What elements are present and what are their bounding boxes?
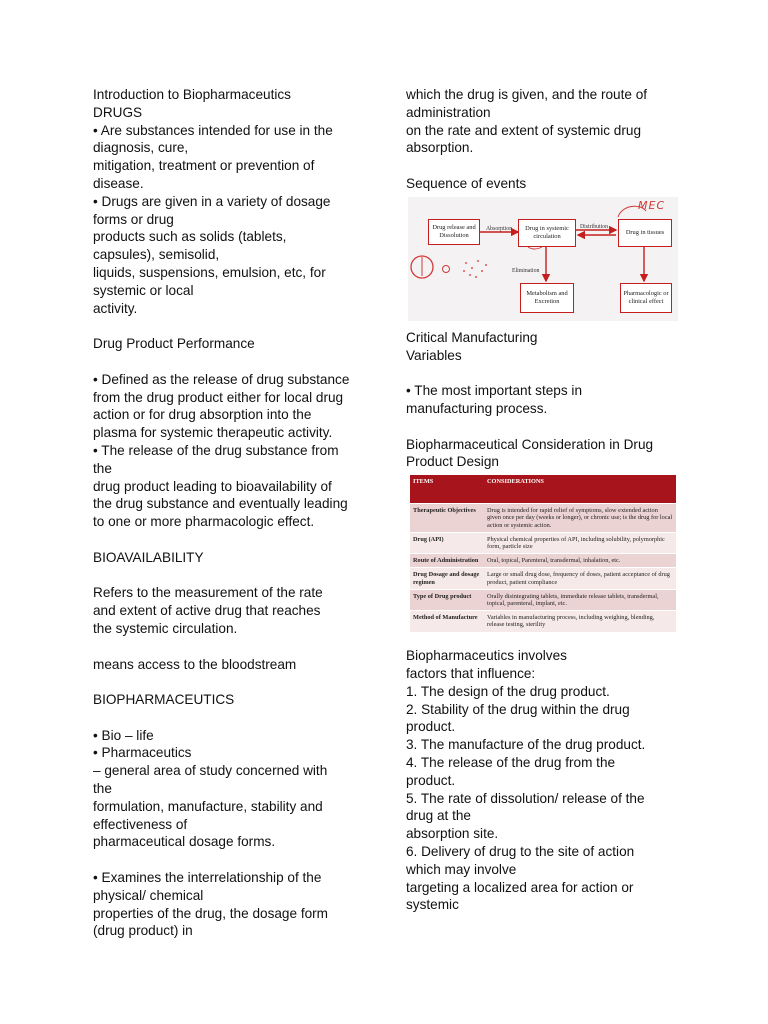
text-line: absorption. [406, 140, 474, 156]
label-absorption: Absorption [486, 225, 513, 232]
text-line: BIOAVAILABILITY [93, 549, 204, 565]
text-line [406, 418, 681, 436]
text-line: Biopharmaceutics involves [406, 648, 567, 664]
table-cell-consideration: Orally disintegrating tablets, immediate release tablets, transdermal, topical, parenteral, implant, etc. [484, 589, 676, 610]
table-cell-consideration: Drug is intended for rapid relief of symptoms, slow extended action given once per day (weeks or longer), or chronic use; is the drug for local action or systemic action. [484, 504, 676, 533]
text-line: capsules), semisolid, [93, 247, 220, 263]
text-line: means access to the bloodstream [93, 656, 297, 672]
text-line: Drug Product Performance [93, 336, 255, 352]
box-drug-release: Drug release and Dissolution [428, 219, 480, 245]
table-row [410, 568, 676, 589]
table-cell-consideration: Physical chemical properties of API, including solubility, polymorphic form, particle size [484, 532, 676, 553]
text-line: manufacturing process. [406, 400, 548, 416]
text-line: • Examines the interrelationship of the [93, 870, 322, 886]
text-line: pharmaceutical dosage forms. [93, 834, 276, 850]
text-line: Variables [406, 347, 462, 363]
table-header-row [410, 475, 676, 504]
text-line: diagnosis, cure, [93, 140, 189, 156]
text-line: the [93, 460, 112, 476]
text-line: targeting a localized area for action or [406, 879, 634, 895]
text-line: 2. Stability of the drug within the drug [406, 701, 630, 717]
text-line: • Bio – life [93, 727, 154, 743]
text-line: and extent of active drug that reaches [93, 603, 321, 619]
text-line: • Drugs are given in a variety of dosage [93, 193, 331, 209]
label-elimination: Elimination [512, 267, 540, 274]
text-line: • Are substances intended for use in the [93, 122, 333, 138]
text-line: systemic [406, 897, 459, 913]
text-line: action or for drug absorption into the [93, 407, 312, 423]
right-top-text [406, 86, 681, 193]
text-line: 1. The design of the drug product. [406, 683, 610, 699]
text-line: DRUGS [93, 104, 143, 120]
sequence-of-events-figure [408, 197, 678, 321]
table-cell-item: Route of Administration [410, 554, 484, 568]
text-line: Critical Manufacturing [406, 329, 538, 345]
text-line: drug at the [406, 808, 471, 824]
text-line [93, 638, 368, 656]
table-cell-consideration: Oral, topical, Parenteral, transdermal, inhalation, etc. [484, 554, 676, 568]
text-line: physical/ chemical [93, 887, 204, 903]
text-line: disease. [93, 175, 144, 191]
text-line: – general area of study concerned with [93, 763, 328, 779]
text-line [406, 157, 681, 175]
text-line: administration [406, 104, 491, 120]
text-line: activity. [93, 300, 138, 316]
text-line: (drug product) in [93, 923, 193, 939]
text-line: 4. The release of the drug from the [406, 754, 616, 770]
text-line: Refers to the measurement of the rate [93, 585, 323, 601]
text-line [93, 567, 368, 585]
text-line [93, 353, 368, 371]
left-column [93, 86, 368, 940]
text-line: products such as solids (tablets, [93, 229, 287, 245]
text-line: product. [406, 719, 456, 735]
text-line: liquids, suspensions, emulsion, etc, for [93, 264, 326, 280]
box-drug-in-tissues: Drug in tissues [618, 219, 672, 247]
table-cell-item: Drug Dosage and dosage regimen [410, 568, 484, 589]
table-cell-item: Type of Drug product [410, 589, 484, 610]
label-distribution: Distribution [580, 223, 609, 230]
text-line: • The most important steps in [406, 383, 583, 399]
text-line: factors that influence: [406, 665, 536, 681]
text-line: Biopharmaceutical Consideration in Drug [406, 436, 654, 452]
text-line: 5. The rate of dissolution/ release of the [406, 790, 645, 806]
text-line [406, 364, 681, 382]
text-line: Introduction to Biopharmaceutics [93, 87, 291, 102]
considerations-table-figure [410, 475, 676, 643]
table-cell-consideration: Large or small drug dose, frequency of doses, patient acceptance of drug product, patient compliance [484, 568, 676, 589]
right-column [406, 86, 681, 914]
text-line: plasma for systemic therapeutic activity. [93, 425, 333, 441]
text-line: to one or more pharmacologic effect. [93, 514, 315, 530]
text-line: product. [406, 772, 456, 788]
box-metabolism: Metabolism and Excretion [520, 283, 574, 313]
text-line: • Defined as the release of drug substance [93, 371, 350, 387]
text-line: from the drug product either for local drug [93, 389, 344, 405]
text-line [93, 317, 368, 335]
text-line: effectiveness of [93, 816, 188, 832]
table-row [410, 504, 676, 533]
text-line: 3. The manufacture of the drug product. [406, 737, 646, 753]
text-line: • The release of the drug substance from [93, 442, 339, 458]
table-cell-item: Therapeutic Objectives [410, 504, 484, 533]
text-line: the systemic circulation. [93, 620, 238, 636]
table-cell-consideration: Variables in manufacturing process, including weighing, blending, release testing, sterility [484, 611, 676, 632]
table-cell-item: Drug (API) [410, 532, 484, 553]
text-line: on the rate and extent of systemic drug [406, 122, 642, 138]
box-pharmacologic-effect: Pharmacologic or clinical effect [620, 283, 672, 313]
text-line [93, 531, 368, 549]
text-line [93, 851, 368, 869]
text-line: 6. Delivery of drug to the site of action [406, 843, 635, 859]
text-line: mitigation, treatment or prevention of [93, 158, 315, 174]
text-line: properties of the drug, the dosage form [93, 905, 329, 921]
text-line: Product Design [406, 454, 499, 470]
text-line: which the drug is given, and the route of [406, 87, 648, 102]
text-line: BIOPHARMACEUTICS [93, 692, 235, 708]
table-row [410, 554, 676, 568]
header-considerations: CONSIDERATIONS [484, 475, 676, 504]
handwritten-note: MEC [638, 198, 666, 212]
text-line: which may involve [406, 861, 517, 877]
table-row [410, 589, 676, 610]
text-line: systemic or local [93, 282, 194, 298]
text-line: absorption site. [406, 826, 499, 842]
text-line: the drug substance and eventually leading [93, 496, 348, 512]
table-row [410, 611, 676, 632]
text-line: • Pharmaceutics [93, 745, 192, 761]
table-row [410, 532, 676, 553]
right-bottom-text [406, 647, 681, 914]
text-line: Sequence of events [406, 175, 527, 191]
considerations-table [410, 475, 676, 631]
text-line: forms or drug [93, 211, 174, 227]
text-line [93, 673, 368, 691]
text-line: the [93, 781, 112, 797]
table-cell-item: Method of Manufacture [410, 611, 484, 632]
text-line: drug product leading to bioavailability of [93, 478, 332, 494]
text-line: formulation, manufacture, stability and [93, 798, 323, 814]
header-items: ITEMS [410, 475, 484, 504]
text-line [93, 709, 368, 727]
right-mid-text [406, 329, 681, 471]
box-systemic-circulation: Drug in systemic circulation [518, 219, 576, 247]
